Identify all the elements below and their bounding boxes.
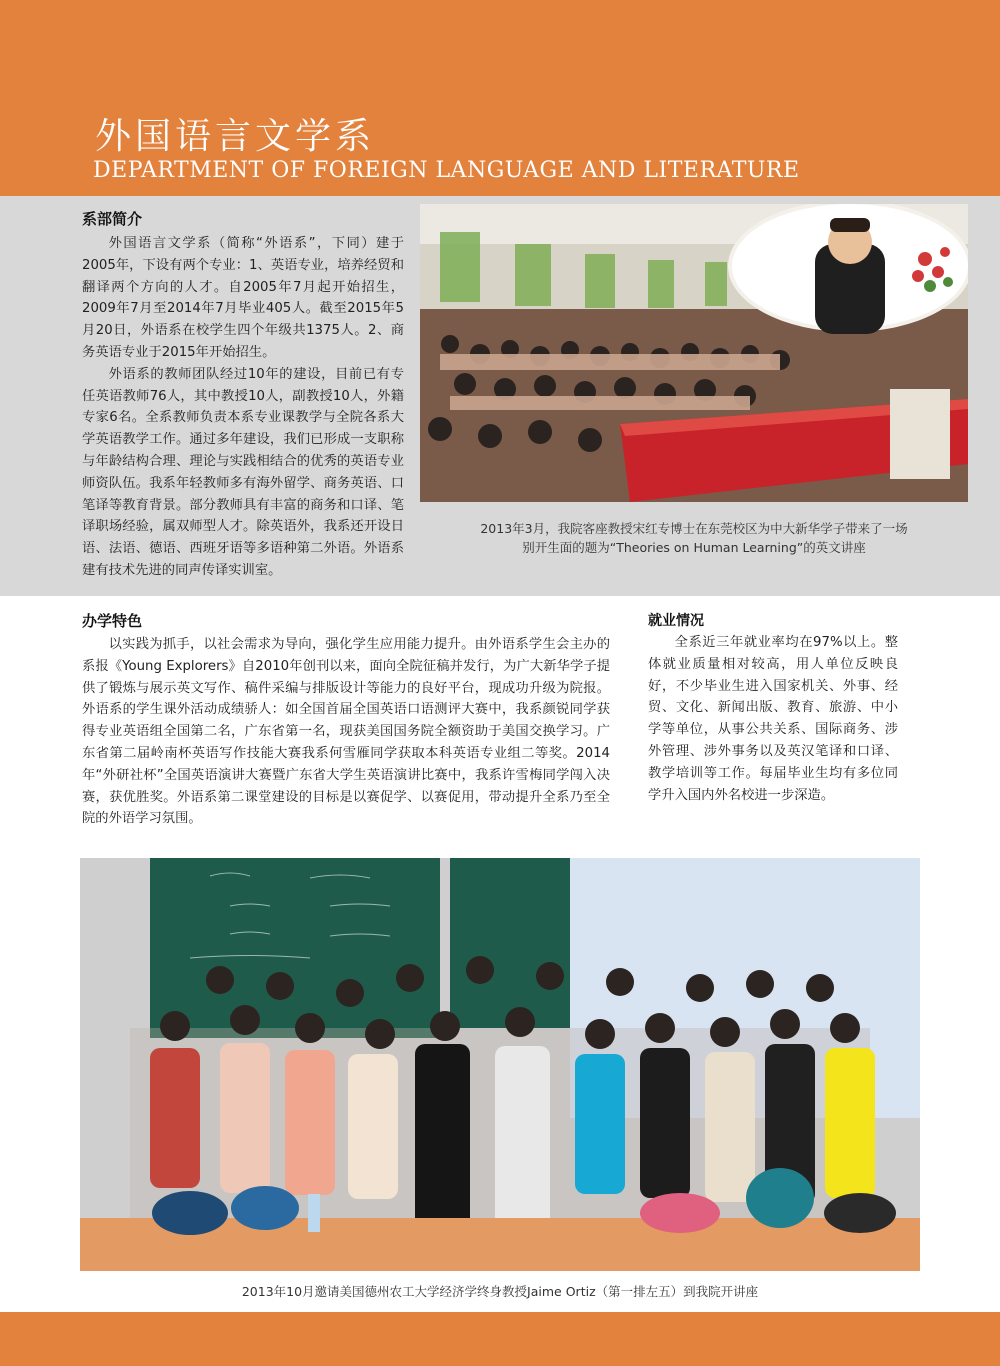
intro-text — [82, 233, 404, 582]
features-text-block — [82, 634, 610, 830]
intro-heading: 系部简介 — [82, 210, 143, 228]
photo1-caption — [420, 519, 968, 557]
intro-paragraph-2: 外语系的教师团队经过10年的建设，目前已有专任英语教师76人，其中教授10人，副教授10人，外籍专家6名。全系教师负责本系专业课教学与全院各系大学英语教学工作。通过多年建设，我们已形成一支职称与年龄结构合理、理论与实践相结合的优秀的英语专业师资队伍。我系年轻教师多有海外留学、商务英语、口笔译等教育背景。部分教师具有丰富的商务和口译、笔译职场经验，属双师型人才。除英语外，我系还开设日语、法语、德语、西班牙语等多语种第二外语。外语系建有技术先进的同声传译实训室。 — [82, 366, 404, 578]
footer-band — [0, 1312, 1000, 1366]
employment-heading: 就业情况 — [648, 613, 704, 629]
lecture-hall-photo — [420, 204, 968, 502]
photo1-caption-line2: 别开生面的题为“Theories on Human Learning”的英文讲座 — [522, 540, 866, 555]
features-paragraph: 以实践为抓手，以社会需求为导向，强化学生应用能力提升。由外语系学生会主办的系报《Young Explorers》自2010年创刊以来，面向全院征稿并发行，为广大新华学子提供了锻炼与展示英文写作、稿件采编与排版设计等能力的良好平台，现成功升级为院报。外语系的学生课外活动成绩骄人：如全国首届全国英语口语测评大赛中，我系颜锐同学获得专业英语组全国第二名，广东省第一名，现获美国国务院全额资助于美国交换学习。广东省第二届岭南杯英语写作技能大赛我系何雪雁同学获取本科英语专业组二等奖。2014年“外研社杯”全国英语演讲大赛暨广东省大学生英语演讲比赛中，我系许雪梅同学闯入决赛，获优胜奖。外语系第二课堂建设的目标是以赛促学、以赛促用，带动提升全系乃至全院的外语学习氛围。 — [82, 637, 610, 827]
group-photo — [80, 858, 920, 1271]
intro-paragraph-1: 外国语言文学系（简称“外语系”，下同）建于2005年，下设有两个专业：1、英语专业，培养经贸和翻译两个方向的人才。自2005年7月起开始招生，2009年7月至2014年7月毕业405人。截至2015年5月20日，外语系在校学生四个年级共1375人。2、商务英语专业于2015年开始招生。 — [82, 236, 404, 360]
header-band — [0, 0, 1000, 196]
employment-paragraph: 全系近三年就业率均在97%以上。整体就业质量相对较高，用人单位反映良好，不少毕业生进入国家机关、外事、经贸、文化、新闻出版、教育、旅游、中小学等单位，从事公共关系、国际商务、涉外管理、涉外事务以及英汉笔译和口译、教学培训等工作。每届毕业生均有多位同学升入国内外名校进一步深造。 — [648, 635, 898, 803]
photo1-caption-line1: 2013年3月，我院客座教授宋红专博士在东莞校区为中大新华学子带来了一场 — [480, 521, 908, 536]
employment-text-block — [648, 632, 898, 806]
photo2-caption: 2013年10月邀请美国德州农工大学经济学终身教授Jaime Ortiz（第一排左五）到我院开讲座 — [241, 1284, 759, 1299]
page-title: 外国语言文学系 — [95, 116, 376, 157]
page-subtitle: DEPARTMENT OF FOREIGN LANGUAGE AND LITERATURE — [93, 158, 800, 183]
features-heading: 办学特色 — [82, 612, 143, 630]
